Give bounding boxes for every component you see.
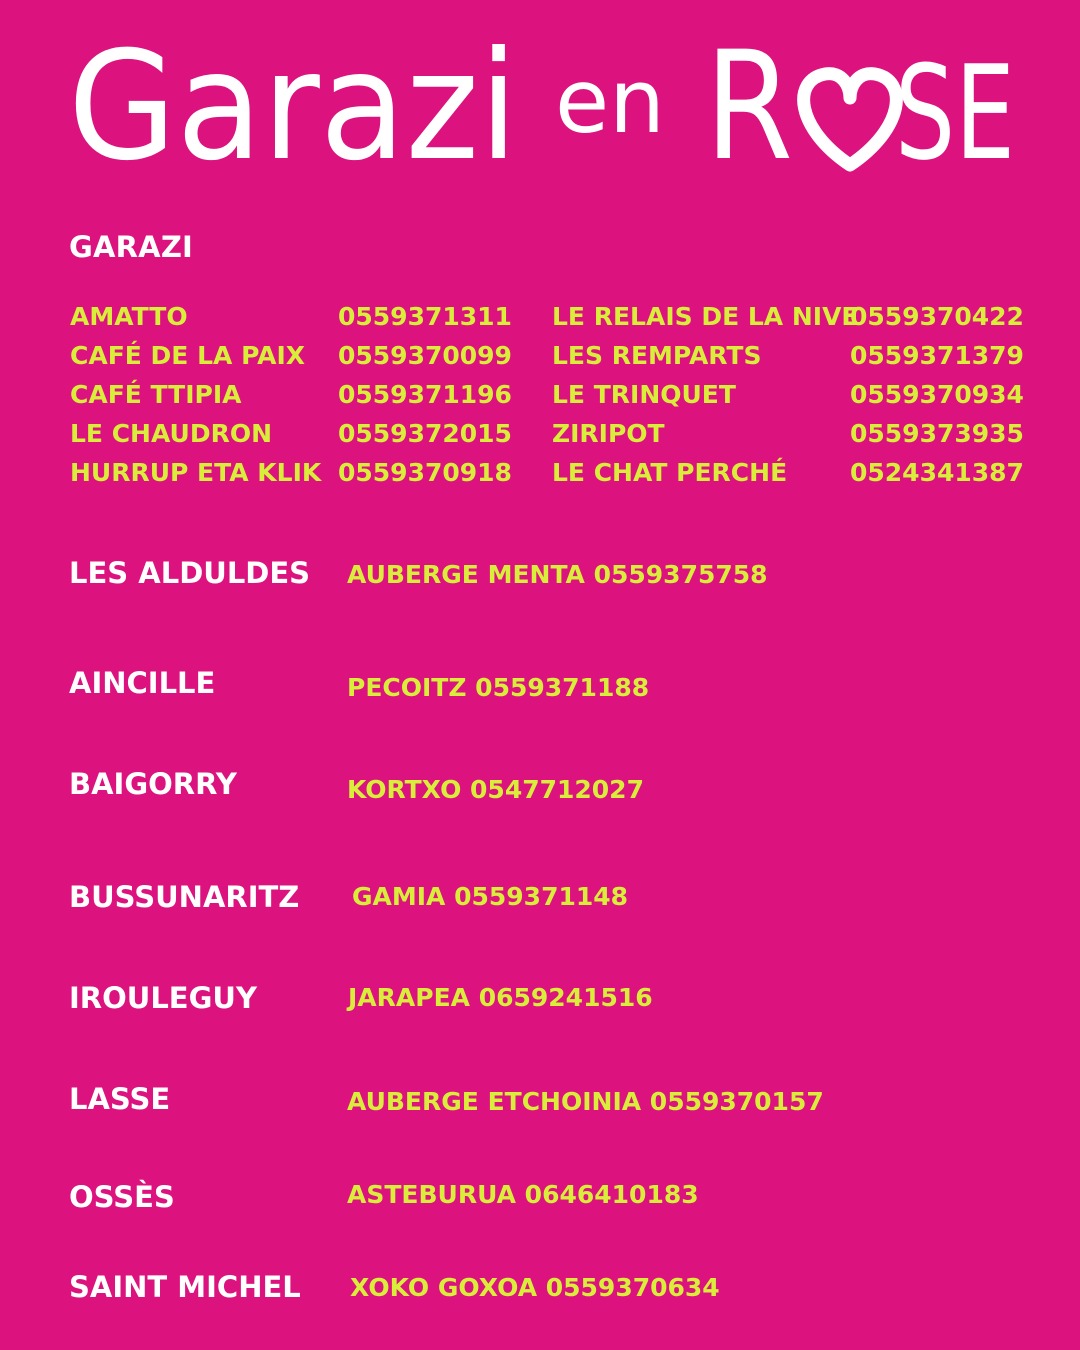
village-venue: JARAPEA 0659241516 (348, 983, 653, 1012)
venue-name: LE TRINQUET (552, 380, 736, 409)
village-venue: XOKO GOXOA 0559370634 (350, 1273, 720, 1302)
venue-name: CAFÉ TTIPIA (70, 380, 242, 409)
venue-phone: 0524341387 (850, 458, 1024, 487)
village-bussunaritz (69, 880, 1029, 920)
village-name: IROULEGUY (69, 981, 257, 1015)
village-lasse (69, 1082, 1029, 1122)
village-venue: ASTEBURUA 0646410183 (347, 1180, 699, 1209)
list-item (70, 456, 1030, 495)
village-baigorry (69, 767, 1029, 807)
venue-name: LE RELAIS DE LA NIVE (552, 302, 859, 331)
logo-rose-r-text: R (705, 20, 793, 194)
venue-phone: 0559372015 (338, 419, 512, 448)
village-venue: GAMIA 0559371148 (352, 882, 629, 911)
list-item (70, 339, 1030, 378)
venue-phone: 0559370422 (850, 302, 1024, 331)
venue-phone: 0559370934 (850, 380, 1024, 409)
venue-name: LE CHAUDRON (70, 419, 273, 448)
venue-phone: 0559371379 (850, 341, 1024, 370)
village-aincille (69, 666, 1029, 706)
venue-name: ZIRIPOT (552, 419, 665, 448)
venue-phone: 0559371196 (338, 380, 512, 409)
village-venue: AUBERGE MENTA 0559375758 (347, 560, 768, 589)
venue-phone: 0559373935 (850, 419, 1024, 448)
list-item (70, 300, 1030, 339)
garazi-en-rose-logo (60, 20, 1020, 194)
village-venue: AUBERGE ETCHOINIA 0559370157 (347, 1087, 824, 1116)
village-name: BUSSUNARITZ (69, 880, 300, 914)
venue-phone: 0559371311 (338, 302, 512, 331)
venue-name: AMATTO (70, 302, 188, 331)
garazi-heading: GARAZI (69, 230, 194, 264)
village-name: SAINT MICHEL (69, 1270, 301, 1304)
village-osses (69, 1180, 1029, 1220)
logo-rose-se-text: SE (895, 37, 1015, 189)
list-item (70, 417, 1030, 456)
village-les-aldudes (69, 556, 1029, 596)
village-venue: PECOITZ 0559371188 (347, 673, 650, 702)
list-item (70, 378, 1030, 417)
heart-icon (804, 74, 897, 165)
logo-garazi-text: Garazi (68, 20, 518, 194)
venue-name: CAFÉ DE LA PAIX (70, 341, 306, 370)
logo-en-text: en (555, 50, 665, 153)
village-saint-michel (69, 1270, 1029, 1310)
venue-name: LE CHAT PERCHÉ (552, 458, 788, 487)
village-name: OSSÈS (69, 1180, 175, 1214)
village-name: AINCILLE (69, 666, 216, 700)
village-venue: KORTXO 0547712027 (347, 775, 644, 804)
village-name: LES ALDULDES (69, 556, 311, 590)
village-name: LASSE (69, 1082, 171, 1116)
venue-name: HURRUP ETA KLIK (70, 458, 322, 487)
venue-phone: 0559370099 (338, 341, 512, 370)
village-irouleguy (69, 981, 1029, 1021)
garazi-venue-list (70, 300, 1030, 495)
venue-name: LES REMPARTS (552, 341, 762, 370)
village-name: BAIGORRY (69, 767, 237, 801)
venue-phone: 0559370918 (338, 458, 512, 487)
